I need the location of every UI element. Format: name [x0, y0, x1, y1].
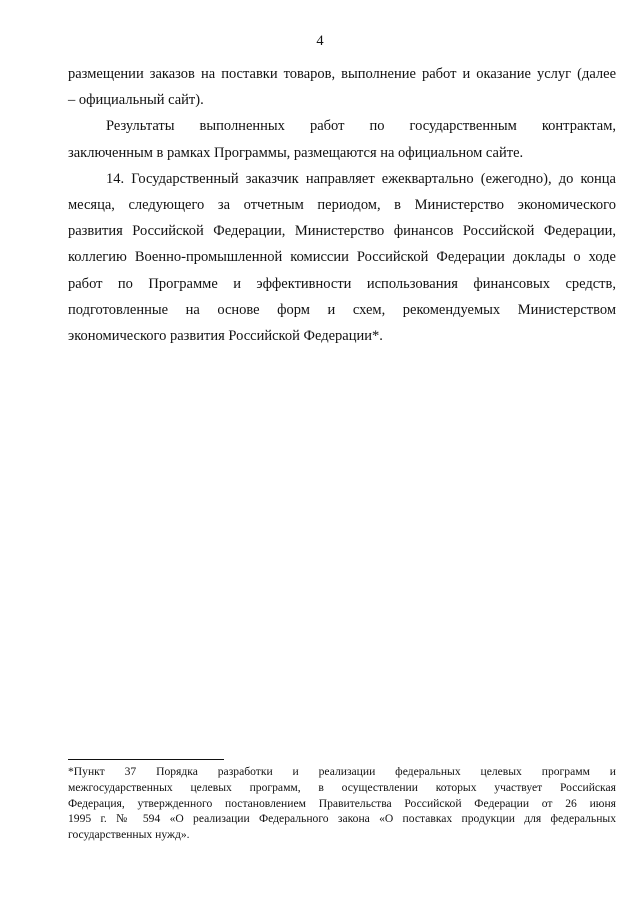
footnote-line: межгосударственных целевых программ, в осуществлении которых участвует Российская	[68, 780, 616, 794]
text-line: развития Российской Федерации, Министерство финансов Российской Федерации,	[68, 223, 616, 240]
paragraph-results	[68, 113, 616, 165]
footnote-line: Федерация, утвержденного постановлением Правительства Российской Федерации от 26 июня	[68, 796, 616, 810]
page-number: 4	[316, 33, 324, 49]
footnote-line: *Пункт 37 Порядка разработки и реализации федеральных целевых программ и	[68, 765, 616, 778]
text-line: 14. Государственный заказчик направляет ежеквартально (ежегодно), до конца	[106, 170, 616, 187]
text-line: месяца, следующего за отчетным периодом, в Министерство экономического	[68, 197, 616, 214]
footnote-separator	[68, 759, 224, 760]
footnote-line: 1995 г. № 594 «О реализации Федерального закона «О поставках продукции для федеральных	[68, 812, 616, 826]
footnote-line: государственных нужд».	[68, 828, 190, 842]
text-line: работ по Программе и эффективности использования финансовых средств,	[68, 275, 616, 292]
text-line: коллегию Военно-промышленной комиссии Российской Федерации доклады о ходе	[68, 249, 616, 266]
text-line: Результаты выполненных работ по государственным контрактам,	[106, 118, 616, 135]
text-line: – официальный сайт).	[68, 92, 204, 109]
paragraph-item-14	[68, 166, 616, 349]
text-line: подготовленные на основе форм и схем, рекомендуемых Министерством	[68, 301, 616, 318]
paragraph-continuation	[68, 61, 616, 113]
text-line: размещении заказов на поставки товаров, выполнение работ и оказание услуг (далее	[68, 66, 616, 82]
footnote	[68, 764, 616, 843]
text-line: экономического развития Российской Федерации*.	[68, 328, 383, 345]
text-line: заключенным в рамках Программы, размещаются на официальном сайте.	[68, 144, 524, 161]
body-text	[68, 61, 616, 349]
